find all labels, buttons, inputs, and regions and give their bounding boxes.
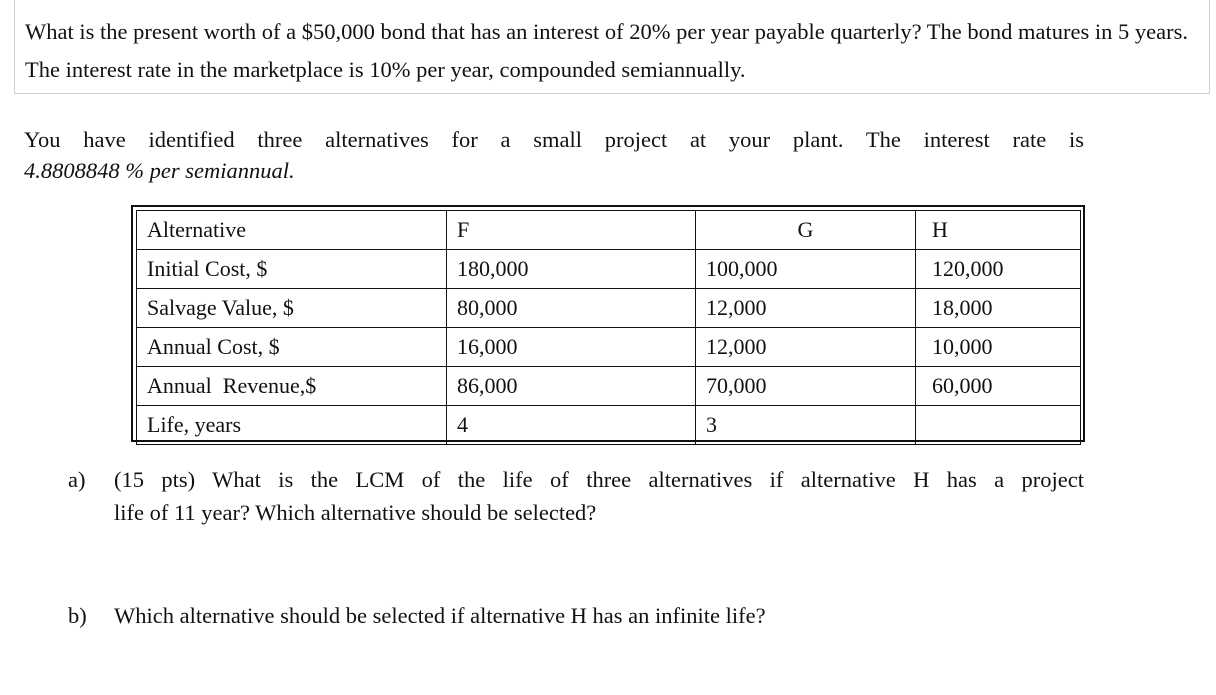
question-1-box <box>14 0 1210 94</box>
part-a-line-1: (15 pts) What is the LCM of the life of three alternatives if alternative H has a project <box>114 467 1084 492</box>
alternatives-table <box>136 210 1081 445</box>
interest-rate-text: 4.8808848 % per semiannual. <box>24 158 295 183</box>
table-row <box>137 406 1081 445</box>
table-row <box>137 367 1081 406</box>
header-cell: F <box>447 211 696 250</box>
part-b-marker: b) <box>68 603 87 628</box>
row-label-cell: Salvage Value, $ <box>137 289 447 328</box>
question-1-text: What is the present worth of a $50,000 bond that has an interest of 20% per year payable quarterly? The bond matures in 5 years. The interest rate in the marketplace is 10% per year, compounded semiannually. <box>25 19 1188 82</box>
table-header-row <box>137 211 1081 250</box>
table-cell: 120,000 <box>916 250 1081 289</box>
row-label-cell: Life, years <box>137 406 447 445</box>
part-a-marker: a) <box>68 467 86 492</box>
header-cell: G <box>696 211 916 250</box>
row-label-cell: Annual Cost, $ <box>137 328 447 367</box>
table-cell: 10,000 <box>916 328 1081 367</box>
table-cell: 86,000 <box>447 367 696 406</box>
part-b-text: Which alternative should be selected if alternative H has an infinite life? <box>114 603 766 628</box>
table-cell <box>916 406 1081 445</box>
table-cell: 70,000 <box>696 367 916 406</box>
part-a-line-2: life of 11 year? Which alternative should be selected? <box>114 500 597 525</box>
header-cell: Alternative <box>137 211 447 250</box>
row-label-cell: Annual Revenue,$ <box>137 367 447 406</box>
table-cell: 12,000 <box>696 289 916 328</box>
table-cell: 100,000 <box>696 250 916 289</box>
alternatives-table-frame <box>131 205 1085 442</box>
table-cell: 80,000 <box>447 289 696 328</box>
alternatives-intro <box>24 124 1084 186</box>
table-row <box>137 289 1081 328</box>
table-cell: 16,000 <box>447 328 696 367</box>
table-cell: 60,000 <box>916 367 1081 406</box>
table-row <box>137 250 1081 289</box>
table-cell: 3 <box>696 406 916 445</box>
intro-line-1: You have identified three alternatives for a small project at your plant. The interest rate is <box>24 127 1084 152</box>
table-cell: 12,000 <box>696 328 916 367</box>
table-cell: 18,000 <box>916 289 1081 328</box>
row-label-cell: Initial Cost, $ <box>137 250 447 289</box>
table-row <box>137 328 1081 367</box>
table-cell: 4 <box>447 406 696 445</box>
header-cell: H <box>916 211 1081 250</box>
table-cell: 180,000 <box>447 250 696 289</box>
